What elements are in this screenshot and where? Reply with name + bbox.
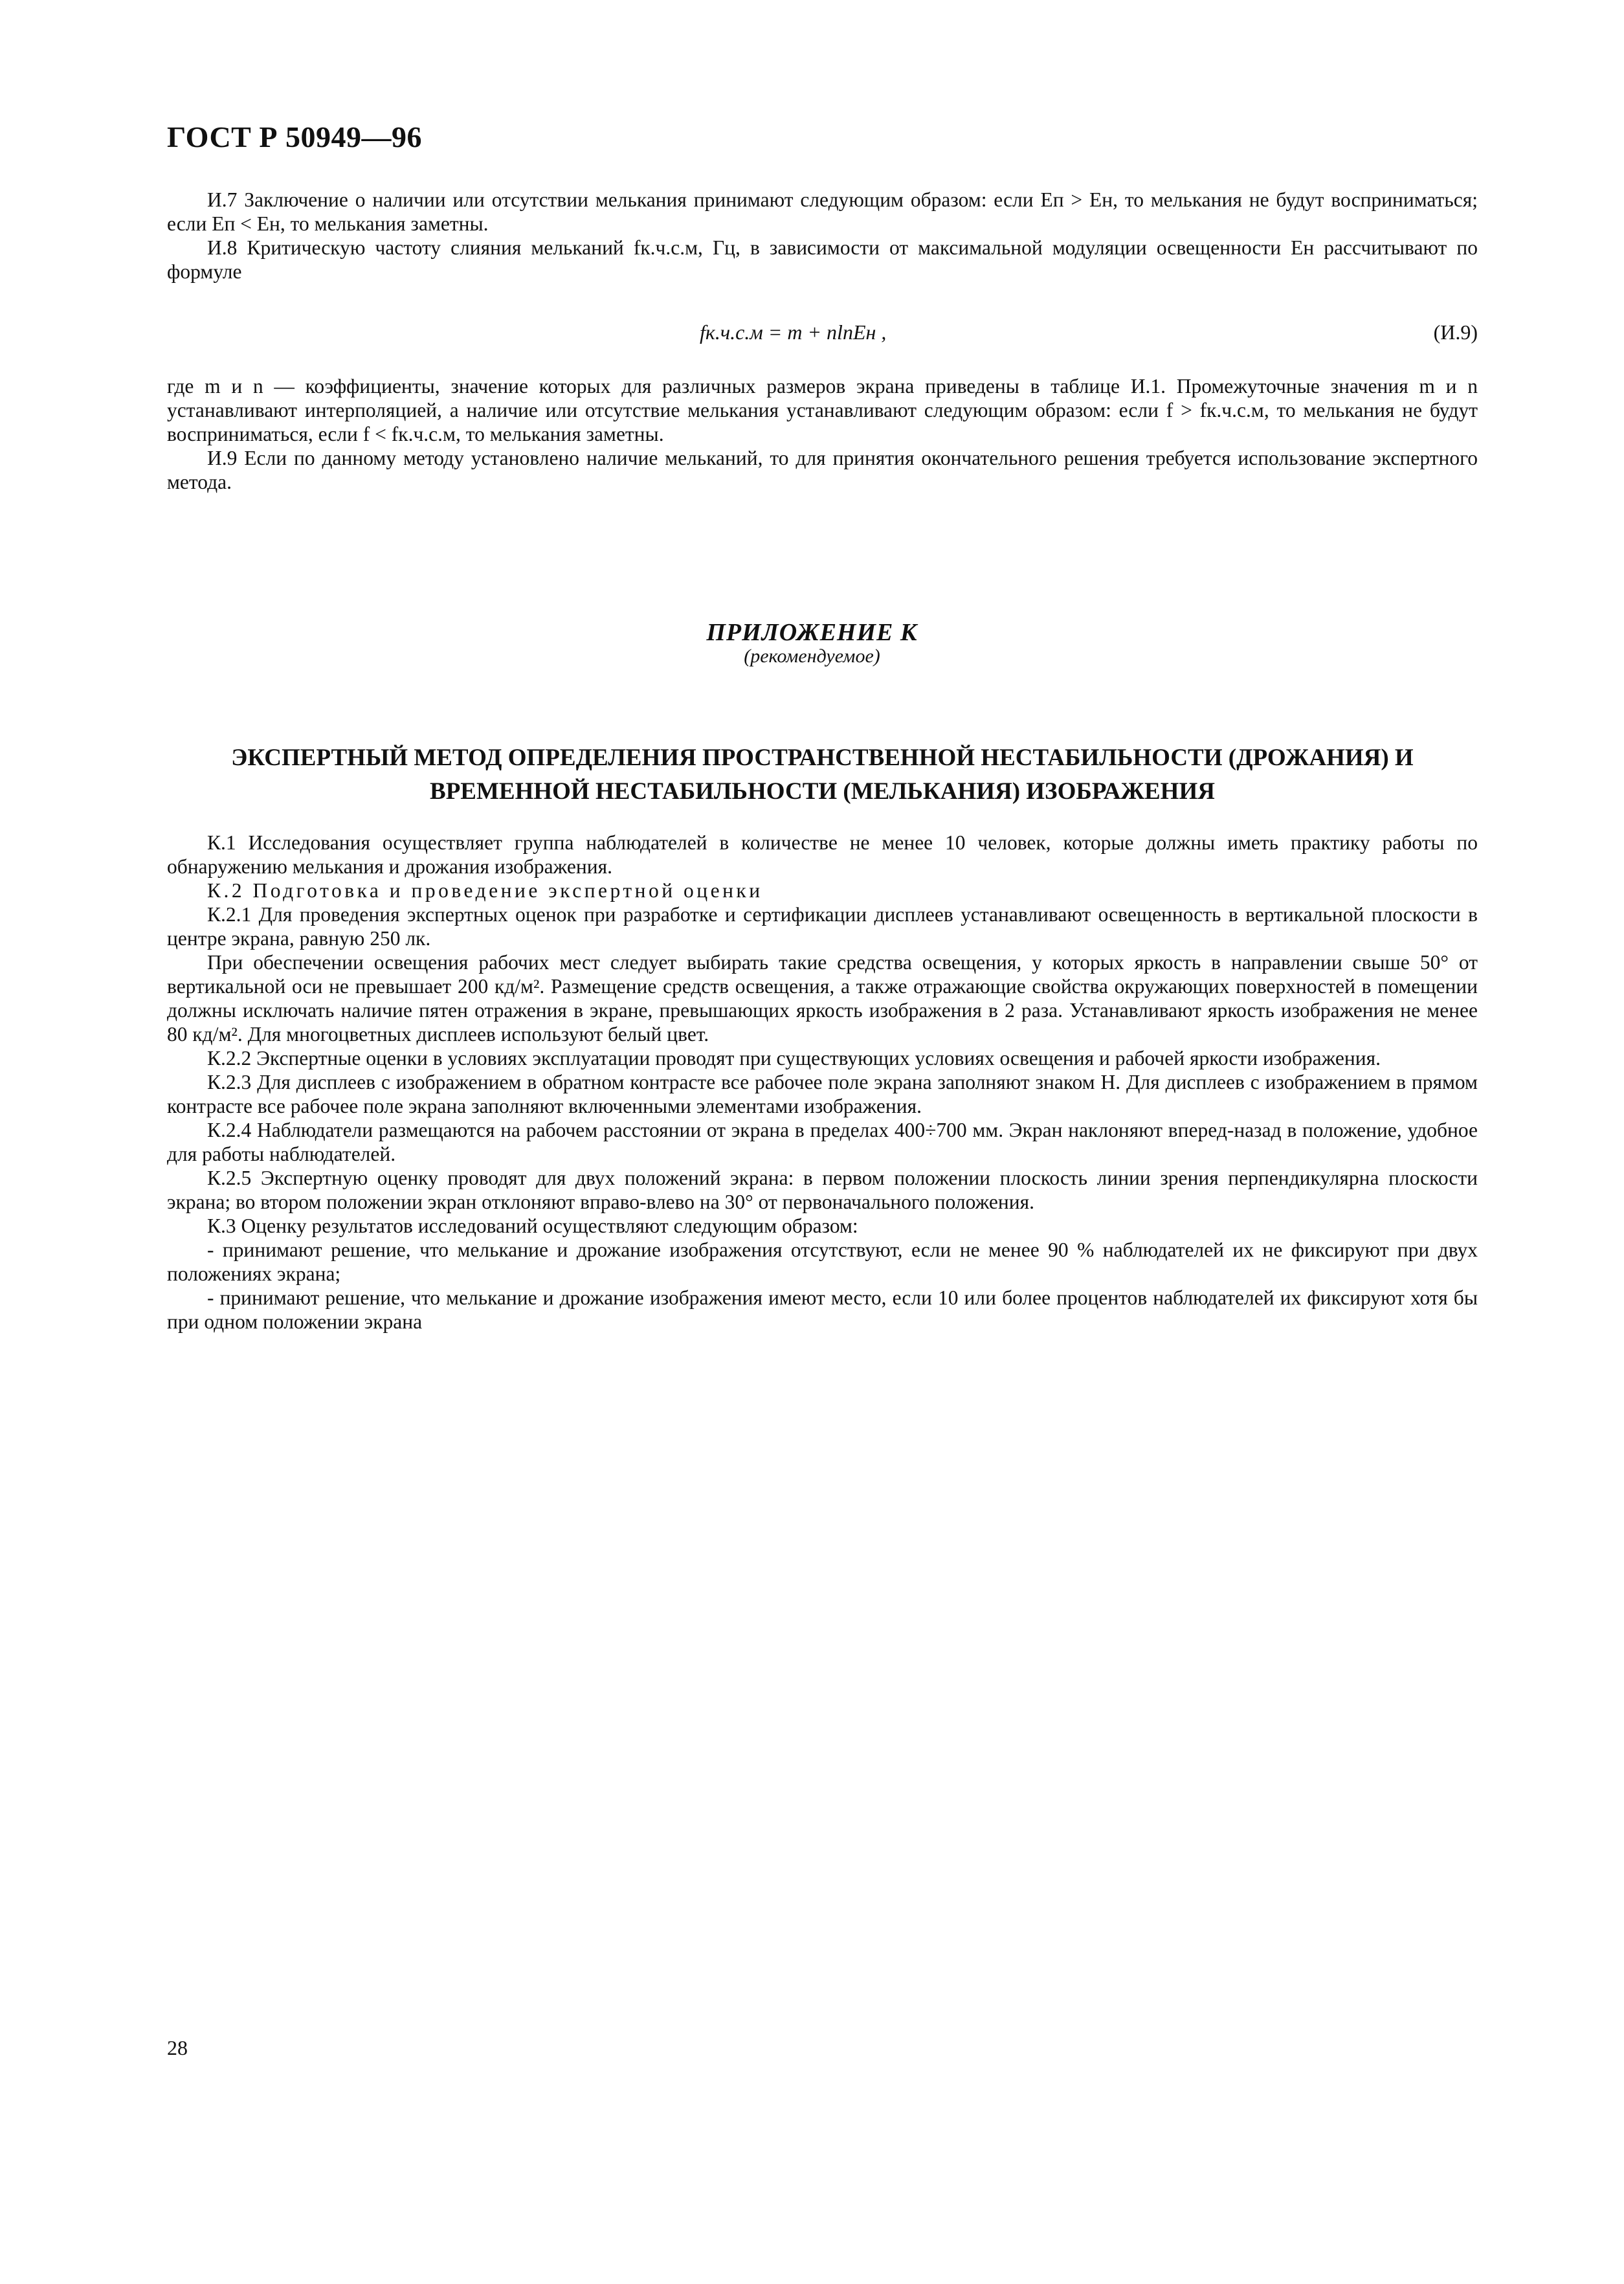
paragraph-i8: И.8 Критическую частоту слияния мельканий fк.ч.с.м, Гц, в зависимости от максимальной модуляции освещенности Eн рассчитывают по формуле	[167, 236, 1478, 283]
paragraph-k3: К.3 Оценку результатов исследований осуществляют следующим образом:	[207, 1215, 858, 1237]
appendix-status: (рекомендуемое)	[744, 645, 880, 667]
paragraph-k22: К.2.2 Экспертные оценки в условиях эксплуатации проводят при существующих условиях освещения и рабочей яркости изображения.	[207, 1047, 1381, 1069]
paragraph-i9: И.9 Если по данному методу установлено наличие мельканий, то для принятия окончательного решения требуется использование экспертного метода.	[167, 447, 1478, 493]
paragraph-i7: И.7 Заключение о наличии или отсутствии мелькания принимают следующим образом: если Eп > Eн, то мелькания не будут восприниматься; если Eп < Eн, то мелькания заметны.	[167, 188, 1478, 235]
page-number: 28	[167, 2036, 188, 2059]
appendix-title-line-1: ЭКСПЕРТНЫЙ МЕТОД ОПРЕДЕЛЕНИЯ ПРОСТРАНСТВЕННОЙ НЕСТАБИЛЬНОСТИ (ДРОЖАНИЯ) И	[231, 745, 1414, 771]
heading-k2: К.2 Подготовка и проведение экспертной оценки	[207, 879, 763, 902]
list-item-flicker-present: - принимают решение, что мелькание и дрожание изображения имеют место, если 10 или более процентов наблюдателей их фиксируют хотя бы при одном положении экрана	[167, 1286, 1478, 1333]
formula-i9	[167, 320, 1478, 346]
section-i-bottom	[167, 374, 1478, 494]
paragraph-k21: К.2.1 Для проведения экспертных оценок при разработке и сертификации дисплеев устанавливают освещенность в вертикальной плоскости в центре экрана, равную 250 лк.	[167, 903, 1478, 950]
appendix-label: ПРИЛОЖЕНИЕ К	[706, 619, 918, 646]
appendix-title-line-2: ВРЕМЕННОЙ НЕСТАБИЛЬНОСТИ (МЕЛЬКАНИЯ) ИЗОБРАЖЕНИЯ	[430, 778, 1215, 805]
document-code-header: ГОСТ Р 50949—96	[167, 120, 422, 153]
appendix-title	[167, 741, 1478, 809]
formula-number: (И.9)	[1433, 320, 1478, 344]
paragraph-k23: К.2.3 Для дисплеев с изображением в обратном контрасте все рабочее поле экрана заполняют знаком Н. Для дисплеев с изображением в прямом контрасте все рабочее поле экрана заполняют включенными элементами изображения.	[167, 1071, 1478, 1117]
paragraph-k24: К.2.4 Наблюдатели размещаются на рабочем расстоянии от экрана в пределах 400÷700 мм. Экран наклоняют вперед-назад в положение, удобное для работы наблюдателей.	[167, 1119, 1478, 1165]
list-item-no-flicker: - принимают решение, что мелькание и дрожание изображения отсутствуют, если не менее 90 % наблюдателей их не фиксируют при двух положениях экрана;	[167, 1238, 1478, 1285]
section-k	[167, 831, 1478, 1334]
paragraph-k21-lighting: При обеспечении освещения рабочих мест следует выбирать такие средства освещения, у которых яркость в направлении свыше 50° от вертикальной оси не превышает 200 кд/м². Размещение средств освещения, а также отражающие свойства окружающих поверхностей в помещении должны исключать наличие пятен отражения в экране, превышающих яркость изображения в 2 раза. Устанавливают яркость изображения не менее 80 кд/м². Для многоцветных дисплеев используют белый цвет.	[167, 951, 1478, 1046]
paragraph-k25: К.2.5 Экспертную оценку проводят для двух положений экрана: в первом положении плоскость линии зрения перпендикулярна плоскости экрана; во втором положении экран отклоняют вправо-влево на 30° от первоначального положения.	[167, 1167, 1478, 1213]
paragraph-coefficients: где m и n — коэффициенты, значение которых для различных размеров экрана приведены в таблице И.1. Промежуточные значения m и n устанавливают интерполяцией, а наличие или отсутствие мелькания устанавливают следующим образом: если f > fк.ч.с.м, то мелькания не будут восприниматься, если f < fк.ч.с.м, то мелькания заметны.	[167, 375, 1478, 445]
formula-expression: fк.ч.с.м = m + nlnEн ,	[700, 320, 887, 344]
paragraph-k1: К.1 Исследования осуществляет группа наблюдателей в количестве не менее 10 человек, которые должны иметь практику работы по обнаружению мелькания и дрожания изображения.	[167, 831, 1478, 878]
section-i-top	[167, 188, 1478, 284]
